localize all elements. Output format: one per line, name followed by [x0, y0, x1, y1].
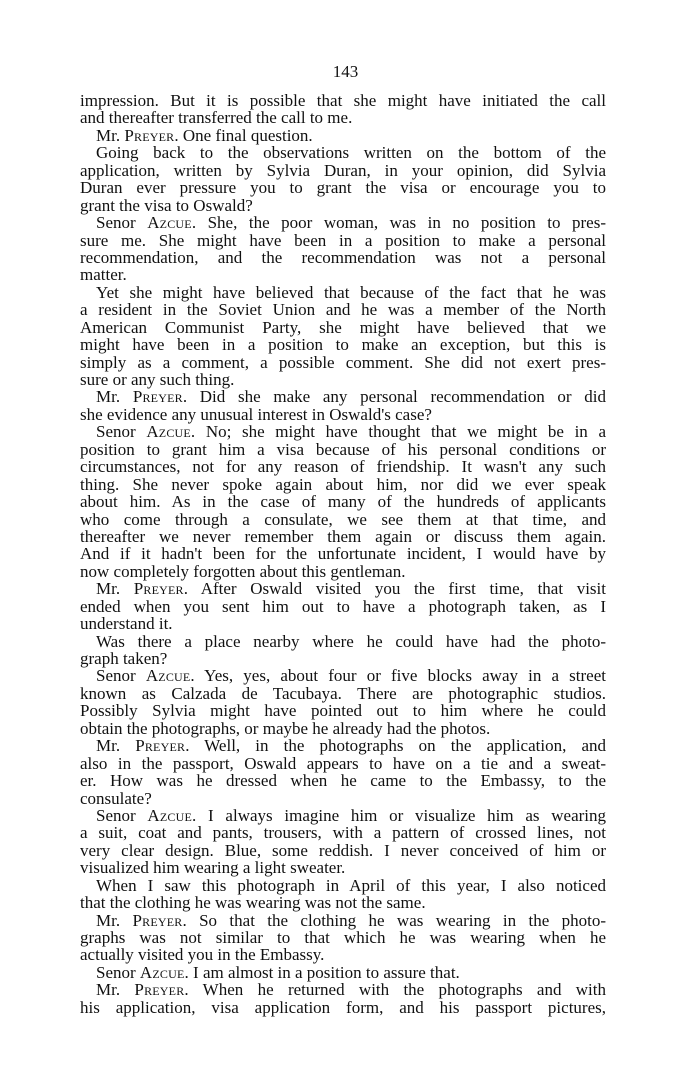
- text-line: [80, 720, 606, 737]
- text-line: [80, 371, 606, 388]
- text-line: [80, 214, 606, 231]
- speaker-name: Azcue: [147, 213, 192, 233]
- line-text: might have been in a position to make an exception, but this is: [80, 335, 606, 355]
- speaker-name: Azcue: [147, 805, 193, 825]
- line-text: American Communist Party, she might have believed that we: [80, 317, 606, 337]
- text-line: [80, 266, 606, 283]
- line-text: sure me. She might have been in a position to make a personal: [80, 230, 606, 250]
- text-line: [80, 179, 606, 196]
- text-line: [80, 127, 606, 144]
- text-line: [80, 284, 606, 301]
- text-line: [80, 511, 606, 528]
- speaker-name: Azcue: [146, 422, 191, 442]
- line-text: she evidence any unusual interest in Oswald's case?: [80, 404, 432, 424]
- speaker-title: Mr.: [96, 125, 125, 145]
- line-text: understand it.: [80, 614, 173, 634]
- text-line: [80, 981, 606, 998]
- line-text: simply as a comment, a possible comment. She did not exert pres-: [80, 352, 606, 372]
- text-line: [80, 388, 606, 405]
- line-text: Duran ever pressure you to grant the visa or encourage you to: [80, 178, 606, 198]
- text-line: [80, 790, 606, 807]
- text-line: [80, 598, 606, 615]
- line-text: Was there a place nearby where he could have had the photo-: [96, 631, 606, 651]
- text-line: [80, 877, 606, 894]
- text-line: [80, 685, 606, 702]
- line-text: Yet she might have believed that because of the fact that he was: [96, 282, 606, 302]
- speaker-name: Preyer: [124, 125, 175, 145]
- speaker-name: Azcue: [139, 962, 185, 982]
- line-text: . After Oswald visited you the first time, that visit: [183, 579, 606, 599]
- line-text: . She, the poor woman, was in no position to pres-: [191, 213, 606, 233]
- line-text: that the clothing he was wearing was not the same.: [80, 893, 426, 913]
- speaker-title: Mr.: [96, 980, 135, 1000]
- line-text: grant the visa to Oswald?: [80, 195, 253, 215]
- line-text: impression. But it is possible that she might have initiated the call: [80, 91, 606, 110]
- line-text: matter.: [80, 265, 127, 285]
- text-line: [80, 528, 606, 545]
- line-text: a suit, coat and pants, trousers, with a pattern of crossed lines, not: [80, 823, 606, 843]
- text-line: [80, 319, 606, 336]
- line-text: . I always imagine him or visualize him as wearing: [192, 805, 607, 825]
- line-text: thereafter we never remember them again or discuss them again.: [80, 526, 606, 546]
- line-text: . Yes, yes, about four or five blocks away in a street: [190, 666, 606, 686]
- line-text: sure or any such thing.: [80, 370, 235, 389]
- text-line: [80, 249, 606, 266]
- line-text: When I saw this photograph in April of this year, I also noticed: [96, 875, 606, 895]
- text-line: [80, 650, 606, 667]
- speaker-title: Mr.: [96, 387, 133, 407]
- text-line: [80, 929, 606, 946]
- line-text: known as Calzada de Tacubaya. There are photographic studios.: [80, 683, 606, 703]
- line-text: now completely forgotten about this gentleman.: [80, 561, 406, 581]
- page-number: 143: [332, 62, 359, 81]
- line-text: application, written by Sylvia Duran, in your opinion, did Sylvia: [80, 160, 606, 180]
- text-line: [80, 807, 606, 824]
- text-line: [80, 772, 606, 789]
- line-text: . Well, in the photographs on the application, and: [185, 736, 606, 756]
- text-line: [80, 162, 606, 179]
- document-body: [80, 92, 606, 1016]
- text-line: [80, 563, 606, 580]
- text-line: [80, 580, 606, 597]
- line-text: ended when you sent him out to have a photograph taken, as I: [80, 596, 606, 616]
- speaker-title: Mr.: [96, 579, 134, 599]
- speaker-title: Senor: [96, 666, 146, 686]
- line-text: . When he returned with the photographs and with: [184, 980, 606, 1000]
- line-text: actually visited you in the Embassy.: [80, 945, 325, 965]
- line-text: Going back to the observations written on the bottom of the: [96, 143, 606, 163]
- line-text: thing. She never spoke again about him, nor did we ever speak: [80, 474, 606, 494]
- line-text: . Did she make any personal recommendation or did: [182, 387, 607, 407]
- text-line: [80, 92, 606, 109]
- line-text: a resident in the Soviet Union and he was a member of the North: [80, 300, 606, 320]
- text-line: [80, 842, 606, 859]
- text-line: [80, 859, 606, 876]
- text-line: [80, 667, 606, 684]
- text-line: [80, 301, 606, 318]
- text-line: [80, 912, 606, 929]
- line-text: also in the passport, Oswald appears to have on a tie and a sweat-: [80, 753, 606, 773]
- text-line: [80, 144, 606, 161]
- text-line: [80, 493, 606, 510]
- line-text: And if it hadn't been for the unfortunate incident, I would have by: [80, 544, 606, 564]
- text-line: [80, 964, 606, 981]
- text-line: [80, 423, 606, 440]
- text-line: [80, 458, 606, 475]
- line-text: . No; she might have thought that we might be in a: [190, 422, 606, 442]
- text-line: [80, 999, 606, 1016]
- speaker-name: Preyer: [132, 910, 183, 930]
- text-line: [80, 946, 606, 963]
- text-line: [80, 755, 606, 772]
- text-line: [80, 441, 606, 458]
- line-text: very clear design. Blue, some reddish. I never conceived of him or: [80, 840, 606, 860]
- line-text: about him. As in the case of many of the hundreds of applicants: [80, 492, 606, 512]
- speaker-name: Azcue: [145, 666, 191, 686]
- speaker-name: Preyer: [133, 579, 184, 599]
- line-text: graph taken?: [80, 649, 168, 668]
- speaker-name: Preyer: [134, 980, 185, 1000]
- text-line: [80, 545, 606, 562]
- line-text: his application, visa application form, and his passport pictures,: [80, 997, 606, 1017]
- text-line: [80, 336, 606, 353]
- line-text: . One final question.: [174, 125, 313, 145]
- line-text: circumstances, not for any reason of friendship. It wasn't any such: [80, 457, 606, 477]
- text-line: [80, 476, 606, 493]
- line-text: obtain the photographs, or maybe he already had the photos.: [80, 718, 491, 738]
- speaker-name: Preyer: [135, 736, 186, 756]
- line-text: . So that the clothing he was wearing in the photo-: [182, 910, 606, 930]
- speaker-title: Mr.: [96, 910, 133, 930]
- text-line: [80, 354, 606, 371]
- line-text: and thereafter transferred the call to me.: [80, 108, 353, 128]
- line-text: graphs was not similar to that which he was wearing when he: [80, 928, 606, 947]
- line-text: recommendation, and the recommendation was not a personal: [80, 247, 606, 267]
- speaker-title: Senor: [96, 805, 148, 825]
- text-line: [80, 633, 606, 650]
- text-line: [80, 824, 606, 841]
- line-text: er. How was he dressed when he came to the Embassy, to the: [80, 771, 606, 791]
- text-line: [80, 894, 606, 911]
- text-line: [80, 406, 606, 423]
- text-line: [80, 702, 606, 719]
- speaker-name: Preyer: [132, 387, 183, 407]
- text-line: [80, 232, 606, 249]
- speaker-title: Senor: [96, 962, 140, 982]
- line-text: who come through a consulate, we see them at that time, and: [80, 509, 606, 529]
- text-line: [80, 615, 606, 632]
- speaker-title: Senor: [96, 213, 148, 233]
- line-text: position to grant him a visa because of his personal conditions or: [80, 439, 606, 459]
- line-text: . I am almost in a position to assure that.: [184, 962, 460, 982]
- text-line: [80, 109, 606, 126]
- line-text: consulate?: [80, 788, 152, 808]
- speaker-title: Senor: [96, 422, 147, 442]
- line-text: visualized him wearing a light sweater.: [80, 858, 346, 878]
- text-line: [80, 197, 606, 214]
- speaker-title: Mr.: [96, 736, 136, 756]
- line-text: Possibly Sylvia might have pointed out to him where he could: [80, 701, 606, 721]
- text-line: [80, 737, 606, 754]
